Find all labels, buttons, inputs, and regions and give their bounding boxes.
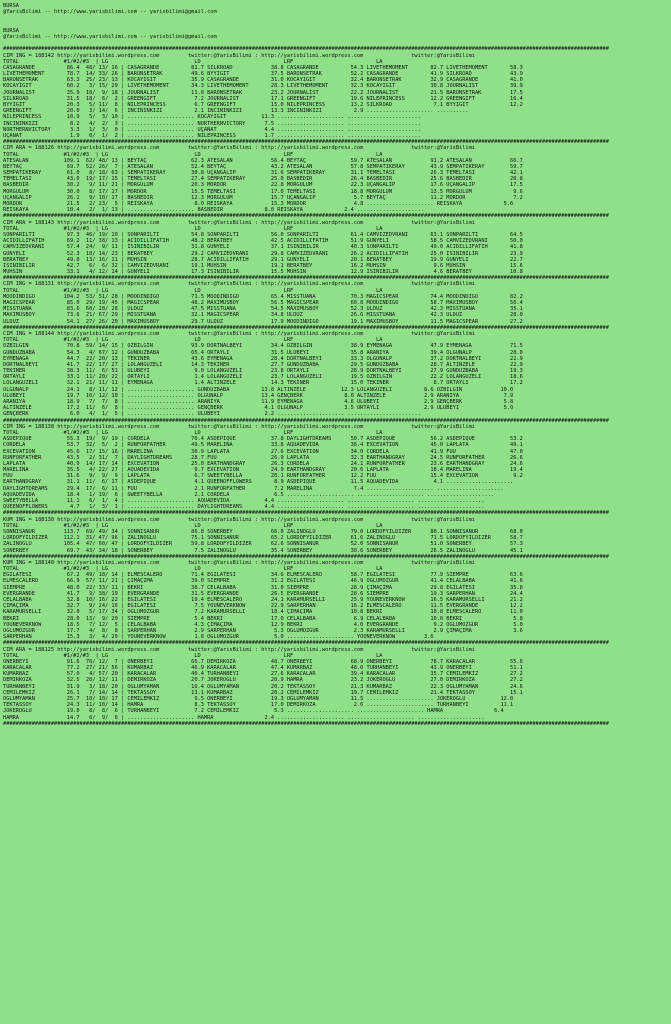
race-row: NORTHERNVICTORY 3.3 1/ 3/ 0 | ..................... UÇANAT 4.4 ..................... ....................... [3, 126, 421, 133]
race-row: ÇIMAÇIMA 32.7 9/ 24/ 16 | EGILATESI 7.5 YOUNEVERKNOW 22.9 SARPERHAN 16.2 ELMESCALERO 11.5 EVERGRANDE 12.2 [3, 603, 523, 610]
race-row: EARTHANDGRAY 31.1 11/ 6/ 17 | ASDEPIQUE 4.1 QUEENOFFLOWERS 8.9 ASDEPIQUE 11.5 AQUADEVIDA 4.1 ..................... [3, 479, 514, 486]
race-row: UÇANGALIP 26.1 9/ 10/ 17 | BASBEDIR 12.3 MORGÜLÜM 15.7 UÇANGALIP 5.7 BEYTAÇ 11.2 MORDOR 7.2 [3, 194, 523, 201]
race-row: JOURNALIST 35.9 10/ 9/ 18 | JOURNALIST 11.8 BARONSETRAK 23.2 JOURNALIST 22.2 JOURNALIST 21.5 BARONSETRAK 17.5 [3, 89, 523, 96]
race-row: ATESALAN 109.1 62/ 48/ 13 | BEYTAÇ 62.3 ATESALAN 56.4 BEYTAÇ 59.7 ATESALAN 91.2 ATESALAN 66.7 [3, 157, 523, 164]
race-row: FUU 31.6 9/ 9/ 9 | LAPLATA 6.7 SWEETYBELLA 20.1 RUNFORFATHER 12.2 FUU 15.4 EXCEVATION 9.2 [3, 473, 523, 480]
separator-line: ############################################################################################################################################################################################## [3, 720, 609, 727]
race-row: EGILATESI 67.2 49/ 18/ 14 | ELMESCALERO 71.4 EGILATESI 34.6 ELMESCALERO 58.7 EGILATESI 77.9 SIEMPRE 63.6 [3, 572, 523, 579]
race-title: KUM ING = 188130 http://yarisbilimi.wordpress.com twitter:@YarisBilimi : http://yarisbilimi.wordpress.com twitter:@YarisBilimi [3, 516, 475, 523]
race-row: UÇANAT 1.9 0/ 1/ 2 | ..................... NILEPRINCESS 1.7 ..................... ....................... [3, 132, 421, 139]
race-row: GENÇBERK 6.0 4/ 1/ 5 | ..................... ULUBEYI 2.2 ..................... ....................... [3, 411, 421, 418]
race-row: MORGÜLÜM 30.0 8/ 17/ 17 | MORDOR 15.5 TEMELTASI 17.0 TEMELTASI 18.8 MORGÜLÜM 13.5 MORGÜLÜM 9.6 [3, 188, 523, 195]
city-title: BURSA [3, 3, 19, 9]
race-row: DAYLIGHTDREAMS 29.4 17/ 6/ 11 | FUU 2.1 RUNFORFATHER 7.2 MARELINA 7.4 ..................... ..................... [3, 485, 504, 492]
race-row: ZALINOGLU 105.4 47/ 60/ 47 | LORDOFYILDIZER 59.8 LORDOFYILDIZER 62.6 SONNISANUR 52.0 SONNISANUR 51.0 SONERBEY 57.3 [3, 541, 523, 548]
race-row: MAXIMUSBOY 73.6 21/ 67/ 29 | MISSTUANA 32.1 MAGICSPEAR 34.8 ULDUZ 26.6 MISSTUANA 42.3 ULDUZ 28.0 [3, 312, 523, 319]
race-row: EVERGRANDE 41.7 9/ 38/ 19 | EVERGRANDE 31.5 EVERGRANDE 26.5 EVERGRANDE 28.6 SIEMPRE 19.3 SARPERHAN 24.4 [3, 590, 523, 597]
race-row: INCININKIZI 8.2 4/ 2/ 3 | ..................... NORTHERNVICTORY 7.5 ..................... ....................... [3, 120, 421, 127]
race-row: KARACALAR 77.2 27/ 21/ 56 | KUMARBAZ 46.9 KARACALAR 47.4 KUMARBAZ 48.0 TURHANBEYI 43.9 ÖNERBEYI 51.1 [3, 665, 523, 672]
race-row: ISINIBILIR 42.7 6/ 6/ 32 | CAMVIZEDVRANI 19.1 MUHSIN 19.1 BERATBEY 16.2 MUHSIN 9.6 MUHSIN 15.6 [3, 262, 523, 269]
race-row: OGLUMOZGÜR 17.7 4/ 8/ 8 | SARPERHAN 2.9 SARPERHAN 5.3 OGLUMOZGÜR 2.3 KARAMÜRSELLI 2.9 ÇIMAÇIMA 3.6 [3, 627, 523, 634]
separator-line: ############################################################################################################################################################################################## [3, 553, 609, 560]
race-stats-document [3, 3, 669, 727]
separator-line: ############################################################################################################################################################################################## [3, 213, 609, 220]
separator-line: ############################################################################################################################################################################################## [3, 324, 609, 331]
race-row: SILKROAD 31.5 18/ 6/ 2 | GREENGIFT 7.2 JOURNALIST 17.1 GREENGIFT 19.6 NILEPRINCESS 12.2 GREENGIFT 16.4 [3, 95, 523, 102]
header-line: @YarisBilimi -- http://www.yarisbilimi.com -- yarisbilimi@gmail.com [3, 33, 217, 40]
separator-line: ############################################################################################################################################################################################## [3, 46, 609, 53]
race-title: CIM ING = 188131 http://yarisbilimi.wordpress.com twitter:@YarisBilimi : http://yarisbilimi.wordpress.com twitter:@YarisBilimi [3, 281, 475, 288]
separator-line: ############################################################################################################################################################################################## [3, 275, 609, 282]
column-header: TOTAL #1/#2/#3 | LG LD LRF LA [3, 429, 383, 436]
race-title: CIM ARA = 188143 http://yarisbilimi.wordpress.com twitter:@YarisBilimi : http://yarisbilimi.wordpress.com twitter:@YarisBilimi [3, 219, 475, 226]
column-header: TOTAL #1/#2/#3 | LG LD LRF LA [3, 566, 383, 573]
race-row: CAMVIZEDVRANI 57.4 24/ 9/ 11 | ISINIBILIR 31.8 GÜNYELI 37.1 ISINIBILIR 40.3 SONPARILTI 49.0 ACIDILLIFATIH 41.8 [3, 244, 523, 251]
race-row: ARANIYA 18.9 7/ 7/ 8 | ..................... ARANIYA 11.9 EYMENAGA 4.6 ULUBEYI 2.9 GENÇBERK 5.8 [3, 399, 514, 405]
race-row: YOUNEVERKNOW 18.5 7/ 12/ 5 | CELALBABA 4.3 ÇIMAÇIMA 12.9 BEKRI 4.0 EVERGRANDE 9.2 OGLUMOZGÜR 5.0 [3, 621, 523, 628]
race-row: BERATBEY 49.0 13/ 16/ 11 | MUHSIN 28.7 ACIDILLIFATIH 29.1 GÜNYELI 20.1 BERATBEY 19.9 GÜNYELI 22.7 [3, 256, 523, 263]
race-row: EXCEVATION 45.6 17/ 15/ 16 | MARELINA 30.9 LAPLATA 27.6 EXCEVATION 34.0 CORDELA 41.9 FUU 47.0 [3, 448, 523, 455]
race-title: CIM ING = 188142 http://yarisbilimi.wordpress.com twitter:@YarisBilimi : http://yarisbilimi.wordpress.com twitter:@YarisBilimi [3, 52, 475, 59]
race-row: DEMIRKOZA 32.5 20/ 12/ 11 | DEMIRKOZA 20.7 JOKEROGLU 20.9 HAMRA 23.2 JOKEROGLU 27.0 DEMIRKOZA 27.2 [3, 677, 523, 684]
race-row: SONPARILTI 97.3 46/ 19/ 10 | SONPARILTI 54.8 SONPARILTI 56.0 SONPARILTI 61.4 CAMVIZEDVRANI 63.1 SONPARILTI 64.5 [3, 231, 523, 238]
race-row: CELALBABA 32.8 10/ 16/ 22 | EGILATESI 19.4 ELMESCALERO 24.1 KARAMÜRSELLI 25.9 YOUNEVERKNOW 16.5 KARAMÜRSELLI 21.2 [3, 597, 523, 603]
race-row: BARONSETRAK 63.3 25/ 23/ 13 | KOCAYIGIT 35.9 CASAGRANDE 31.0 KOCAYIGIT 32.4 BARONSETRAK 32.9 CASAGRANDE 41.0 [3, 77, 523, 84]
race-row: LAPLATA 40.9 14/ 17/ 14 | EXCEVATION 25.0 EARTHANDGRAY 26.3 CORDELA 24.1 RUNFORFATHER 23.6 EARTHANDGRAY 24.6 [3, 460, 523, 467]
race-row: MORDOR 21.5 2/ 23/ 5 | REISKAYA 8.0 REISKAYA 15.3 MORDOR 4.8 ..................... REISKAYA 5.6 [3, 201, 514, 207]
race-row: BEKRI 28.0 13/ 9/ 20 | SIEMPRE 5.4 BEKRI 17.0 CELALBABA 6.9 CELALBABA 10.0 BEKRI 5.8 [3, 615, 523, 622]
race-row: MOODINDIGO 104.2 53/ 51/ 28 | MOODINDIGO 71.5 MOODINDIGO 65.4 MISSTUANA 70.3 MAGICSPEAR 74.4 MOODINDIGO 82.2 [3, 293, 523, 300]
race-row: HAMRA 14.7 6/ 9/ 6 | ..................... HAMRA 2.4 ..................... ..................... ..................... [3, 714, 485, 721]
race-row: CEMILEMKIZ 26.1 7/ 14/ 14 | TEKTASSOY 13.1 KUMARBAZ 20.2 CEMILEMKIZ 19.7 CEMILEMKIZ 21.4 TEKTASSOY 15.1 [3, 689, 523, 696]
race-row: GÜNDÜZBABA 54.3 4/ 67/ 12 | GÜNDÜZBABA 65.4 ORTAYLI 31.5 ULUBEYI 35.8 ARANIYA 39.4 OLGUNALP 28.0 [3, 349, 523, 356]
separator-line: ############################################################################################################################################################################################## [3, 417, 609, 424]
race-row: TEKTASSOY 24.3 11/ 10/ 14 | HAMRA 8.3 TEKTASSOY 17.0 DEMIRKOZA 2.6 ..................... TURHANBEYI 11.1 [3, 702, 514, 709]
race-row: ÖNERBEYI 91.6 76/ 12/ 7 | ÖNERBEYI 66.7 DEMIRKOZA 48.7 ÖNERBEYI 68.9 ÖNERBEYI 78.7 KARACALAR 55.6 [3, 658, 523, 665]
race-row: TEKINER 38.3 11/ 6/ 51 | ULUBEYI 9.0 LOLANGÜZELI 23.8 ORTAYLI 28.9 DÖRTNALBEYI 27.9 GÜNDÜZBABA 19.3 [3, 368, 523, 375]
race-row: KARAMÜRSELLI 32.0 5/ 17/ 34 | OGLUMOZGÜR 7.2 KARAMÜRSELLI 18.4 ÇIMAÇIMA 10.8 BEKRI 10.8 ELMESCALERO 11.0 [3, 609, 523, 616]
race-title: CIM ING = 188144 http://yarisbilimi.wordpress.com twitter:@YarisBilimi : http://yarisbilimi.wordpress.com twitter:@YarisBilimi [3, 330, 475, 337]
race-row: OGLUMYAMAN 25.7 10/ 10/ 17 | CEMILEMKIZ 9.5 ÖNERBEYI 19.3 OGLUMYAMAN 11.5 ..................... JOKEROGLU 12.0 [3, 696, 514, 702]
race-row: CORDELA 53.7 32/ 5/ 2 | RUNFORFATHER 49.5 MARELINA 33.8 AQUADEVIDA 36.4 EXCEVATION 45.0 LAPLATA 49.1 [3, 442, 523, 449]
race-row: AQUADEVIDA 18.4 1/ 19/ 6 | SWEETYBELLA 2.1 CORDELA 6.5 ..................... ..................... ..................... [3, 491, 495, 498]
column-header: TOTAL #1/#2/#3 | LG LD LRF LA [3, 151, 383, 158]
column-header: TOTAL #1/#2/#3 | LG LD LRF LA [3, 337, 383, 344]
race-row: SEMPATIKERAY 61.0 8/ 18/ 63 | SEMPATIKERAY 30.8 UÇANGALIP 31.6 SEMPATIKERAY 31.1 TEMELTASI 26.3 TEMELTASI 42.1 [3, 170, 523, 177]
race-row: LIVETHEMOMENT 78.7 14/ 33/ 26 | BARONSETRAK 49.6 BYYIGIT 37.5 BARONSETRAK 52.2 CASAGRANDE 41.9 SILKROAD 43.9 [3, 71, 523, 78]
race-row: ULUBEYI 19.7 10/ 12/ 10 | ..................... OLGUNALP 13.4 GENÇBERK 8.0 ALTINZELE 2.9 ARANIYA 7.9 [3, 392, 514, 399]
race-row: SONERBEY 69.7 43/ 34/ 18 | SONERBEY 7.5 ZALINOGLU 35.4 SONERBEY 30.6 SONERBEY 26.5 ZALINOGLU 45.1 [3, 547, 523, 554]
column-header: TOTAL #1/#2/#3 | LG LD LRF LA [3, 225, 383, 232]
city-title: BURSA [3, 27, 19, 34]
race-row: ALTINZELE 17.2 11/ 6/ 8 | ..................... GENÇBERK 4.1 OLGUNALP 3.5 ORTAYLI 2.9 ULUBEYI 5.0 [3, 405, 514, 412]
separator-line: ############################################################################################################################################################################################## [3, 640, 609, 647]
race-title: CIM ARA = 188126 http://yarisbilimi.wordpress.com twitter:@YarisBilimi : http://yarisbilimi.wordpress.com twitter:@YarisBilimi [3, 145, 475, 152]
race-row: QUEENOFFLOWERS 4.7 1/ 3/ 1 | ..................... DAYLIGHTDREAMS 4.4 ..................... ..................... ..................... [3, 504, 485, 511]
race-row: JOKEROGLU 19.0 8/ 8/ 6 | TURHANBEYI 7.2 CEMILEMKIZ 5.3 ..................... ..................... HAMRA 6.4 [3, 708, 504, 715]
race-row: MUHSIN 33.1 4/ 12/ 14 | GÜNYELI 17.3 ISINIBILIR 15.5 MUHSIN 12.9 ISINIBILIR 4.6 BERATBEY 10.8 [3, 269, 523, 276]
race-row: ACIDILLIFATIH 69.2 11/ 38/ 13 | ACIDILLIFATIH 48.2 BERATBEY 42.5 ACIDILLIFATIH 51.9 GÜNYELI 58.5 CAMVIZEDVRANI 50.0 [3, 238, 523, 245]
race-title: CIM ING = 188138 http://yarisbilimi.wordpress.com twitter:@YarisBilimi : http://yarisbilimi.wordpress.com twitter:@YarisBilimi [3, 423, 475, 430]
race-row: GREENGIFT 20.0 3/ 14/ 6 | INCININKIZI 2.1 INCININKIZI 13.3 INCININKIZI 2.9 ..................... .......... [3, 108, 469, 115]
race-title: KUM ING = 188140 http://yarisbilimi.wordpress.com twitter:@YarisBilimi : http://yarisbilimi.wordpress.com twitter:@YarisBilimi [3, 559, 475, 566]
race-row: ASDEPIQUE 55.3 19/ 9/ 19 | CORDELA 70.4 ASDEPIQUE 37.8 DAYLIGHTDREAMS 50.7 ASDEPIQUE 56.2 ASDEPIQUE 53.2 [3, 436, 523, 443]
race-row: OLGUNALP 24.1 8/ 11/ 12 | ..................... GÜNDÜZBABA 13.8 ALTINZELE 12.3 LOLANGÜZELI 8.6 ÖZBILGIN 10.0 [3, 386, 514, 393]
race-row: SIEMPRE 48.0 22/ 33/ 11 | BEKRI 38.7 CELALBABA 31.0 SIEMPRE 28.9 ÇIMAÇIMA 29.8 EGILATESI 35.8 [3, 584, 523, 591]
column-header: TOTAL #1/#2/#3 | LG LD LRF LA [3, 287, 383, 294]
race-row: TURHANBEYI 31.9 3/ 18/ 20 | OGLUMYAMAN 16.4 OGLUMYAMAN 20.2 TEKTASSOY 21.3 KUMARBAZ 22.3 OGLUMYAMAN 24.6 [3, 683, 523, 690]
separator-line: ############################################################################################################################################################################################## [3, 510, 609, 517]
race-row: EYMENAGA 44.7 22/ 20/ 13 | TEKINER 43.6 EYMENAGA 28.4 DÖRTNALBEYI 33.3 OLGUNALP 37.2 DÖRTNALBEYI 22.9 [3, 355, 523, 362]
race-row: BYYIGIT 20.3 5/ 11/ 8 | NILEPRINCESS 6.7 GREENGIFT 15.0 NILEPRINCESS 13.2 SILKROAD 7.1 BYYIGIT 12.2 [3, 102, 523, 108]
race-row: CASAGRANDE 86.4 48/ 13/ 16 | CASAGRANDE 81.7 SILKROAD 38.8 CASAGRANDE 54.3 LIVETHEMOMENT 82.7 LIVETHEMOMENT 58.3 [3, 64, 523, 71]
race-row: SWEETYBELLA 11.1 6/ 1/ 4 | ..................... AQUADEVIDA 4.4 ..................... ..................... ..................... [3, 498, 485, 504]
column-header: TOTAL #1/#2/#3 | LG LD LRF LA [3, 522, 383, 529]
race-row: KUMARBAZ 57.0 4/ 57/ 20 | KARACALAR 40.4 TURHANBEYI 27.6 KARACALAR 39.4 KARACALAR 35.7 CEMILEMKIZ 27.2 [3, 671, 523, 678]
race-row: MARELINA 35.5 4/ 22/ 27 | AQUADEVIDA 9.7 EXCEVATION 24.9 EARTHANDGRAY 20.6 LAPLATA 18.4 MARELINA 19.4 [3, 467, 523, 474]
race-row: ULDUZ 54.1 27/ 26/ 20 | MAXIMUSBOY 29.7 ULDUZ 17.9 MOODINDIGO 19.1 MAXIMUSBOY 11.5 MAGICSPEAR 27.2 [3, 318, 523, 325]
race-row: LORDOFYILDIZER 112.1 31/ 47/ 96 | ZALINOGLU 75.1 SONNISANUR 65.2 LORDOFYILDIZER 61.6 ZALINOGLU 71.5 LORDOFYILDIZER 58.7 [3, 535, 523, 542]
separator-line: ############################################################################################################################################################################################## [3, 139, 609, 146]
race-title: CIM ARA = 188125 http://yarisbilimi.wordpress.com twitter:@YarisBilimi : http://yarisbilimi.wordpress.com twitter:@YarisBilimi [3, 646, 475, 653]
race-row: DÖRTNALBEYI 41.7 22/ 17/ 27 | LOLANGÜZELI 14.3 TEKINER 27.7 GÜNDÜZBABA 29.5 GÜNDÜZBABA 28.7 ALTINZELE 22.9 [3, 361, 523, 368]
race-row: BASBEDIR 30.2 9/ 11/ 21 | MORGÜLÜM 20.3 MORDOR 22.8 MORGÜLÜM 22.3 UÇANGALIP 17.6 UÇANGALIP 17.5 [3, 182, 523, 189]
race-row: MAGICSPEAR 85.0 29/ 19/ 45 | MAGICSPEAR 48.2 MAXIMUSBOY 56.5 MAGICSPEAR 60.8 MOODINDIGO 58.7 MAXIMUSBOY 56.4 [3, 300, 523, 306]
race-row: SONNISANUR 113.7 69/ 49/ 34 | SONNISANUR 86.8 SONERBEY 66.0 ZALINOGLU 79.0 LORDOFYILDIZER 80.1 SONNISANUR 68.0 [3, 528, 523, 535]
race-row: MISSTUANA 83.6 60/ 28/ 28 | ULDUZ 47.5 MISSTUANA 54.5 MAXIMUSBOY 52.3 ULDUZ 42.3 MISSTUANA 35.1 [3, 306, 523, 313]
race-row: TEMELTASI 43.0 19/ 17/ 15 | TEMELTASI 27.4 SEMPATIKERAY 25.0 BASBEDIR 26.4 BASBEDIR 25.6 BASBEDIR 20.8 [3, 176, 523, 183]
column-header: TOTAL #1/#2/#3 | LG LD LRF LA [3, 58, 383, 65]
race-row: ORTAYLI 33.1 11/ 20/ 22 | ORTAYLI 1.4 LOLANGÜZELI 23.7 LOLANGÜZELI 19.5 ÖZBILGIN 22.2 LOLANGÜZELI 18.6 [3, 374, 523, 381]
race-row: ELMESCALERO 66.9 57/ 11/ 21 | ÇIMAÇIMA 39.0 SIEMPRE 31.2 EGILATESI 46.9 OGLUMOZGÜR 41.4 CELALBABA 41.6 [3, 578, 523, 585]
race-row: RUNFORFATHER 43.5 2/ 31/ 7 | DAYLIGHTDREAMS 28.7 FUU 26.9 LAPLATA 32.3 EARTHANDGRAY 24.5 RUNFORFATHER 26.6 [3, 454, 523, 461]
race-row: NILEPRINCESS 10.9 5/ 3/ 10 | ..................... KOCAYIGIT 11.3 ..................... ....................... [3, 114, 421, 121]
header-line: @YarisBilimi -- http://www.yarisbilimi.com -- yarisbilimi@gmail.com [3, 9, 217, 16]
race-row: LOLANGÜZELI 32.1 21/ 11/ 11 | EYMENAGA 1.4 ALTINZELE 14.3 TEKINER 15.0 TEKINER 8.7 ORTAYLI 17.2 [3, 380, 523, 387]
race-row: KOCAYIGIT 60.2 3/ 15/ 29 | LIVETHEMOMENT 34.3 LIVETHEMOMENT 28.3 LIVETHEMOMENT 32.3 KOCAYIGIT 30.8 JOURNALIST 39.9 [3, 83, 523, 90]
race-row: ÖZBILGIN 70.8 59/ 14/ 15 | ÖZBILGIN 93.9 DÖRTNALBEYI 34.4 ÖZBILGIN 38.9 EYMENAGA 47.9 EYMENAGA 71.5 [3, 343, 523, 350]
column-header: TOTAL #1/#2/#3 | LG LD LRF LA [3, 652, 383, 659]
race-row: SARPERHAN 15.3 3/ 4/ 20 | YOUNEVERKNOW 1.8 OGLUMOZGÜR 5.0 ..................... YOUNEVERKNOW 3.6 [3, 634, 434, 641]
race-row: GÜNYELI 52.3 10/ 14/ 23 | BERATBEY 29.2 CAMVIZEDVRANI 29.8 CAMVIZEDVRANI 26.2 ACIDILLIFATIH 25.0 ISINIBILIR 23.9 [3, 250, 523, 257]
race-row: REISKAYA 10.4 2/ 1/ 13 | ..................... BASBEDIR 8.0 REISKAYA 2.4 ..................... [3, 207, 424, 214]
race-row: BEYTAÇ 69.7 52/ 26/ 7 | ATESALAN 52.4 BEYTAÇ 43.2 ATESALAN 57.8 SEMPATIKERAY 43.9 SEMPATIKERAY 59.7 [3, 163, 523, 170]
